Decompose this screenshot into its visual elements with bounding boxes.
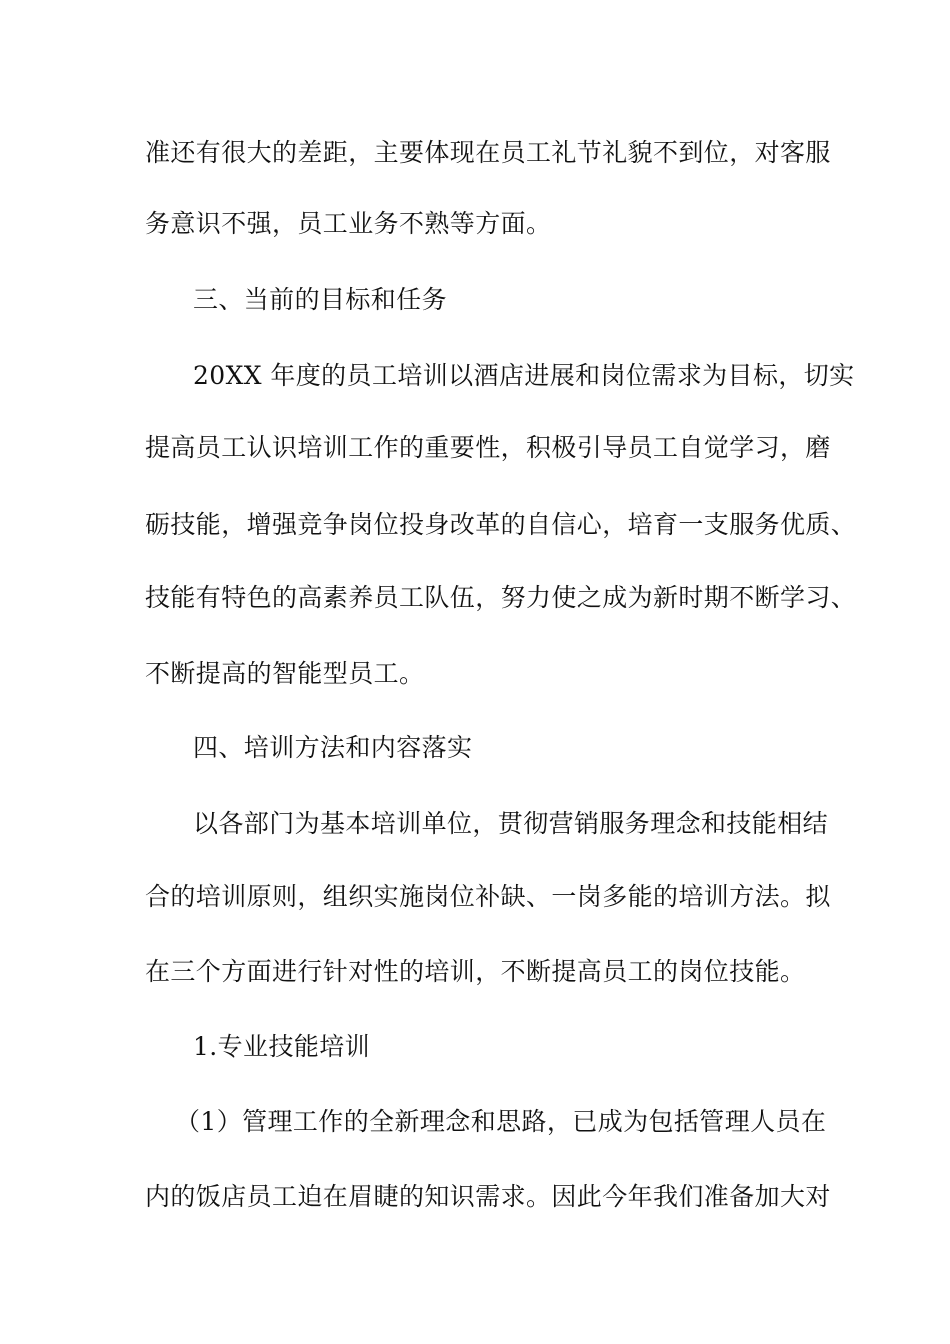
body-text-line: 提高员工认识培训工作的重要性，积极引导员工自觉学习，磨 (145, 433, 831, 462)
body-text-line: 合的培训原则，组织实施岗位补缺、一岗多能的培训方法。拟 (145, 882, 831, 911)
body-text-line: 在三个方面进行针对性的培训，不断提高员工的岗位技能。 (145, 957, 806, 986)
subsection-heading: 1.专业技能培训 (193, 1032, 371, 1061)
section-heading: 四、培训方法和内容落实 (193, 733, 473, 762)
section-heading: 三、当前的目标和任务 (193, 285, 448, 314)
body-text-line: 内的饭店员工迫在眉睫的知识需求。因此今年我们准备加大对 (145, 1182, 831, 1211)
paragraph-first-line: 20XX 年度的员工培训以酒店进展和岗位需求为目标，切实 (193, 361, 855, 390)
paragraph-first-line: （1）管理工作的全新理念和思路，已成为包括管理人员在 (175, 1107, 827, 1136)
body-text-line: 技能有特色的高素养员工队伍，努力使之成为新时期不断学习、 (145, 583, 857, 612)
paragraph-first-line: 以各部门为基本培训单位，贯彻营销服务理念和技能相结 (193, 809, 829, 838)
body-text-line: 不断提高的智能型员工。 (145, 659, 425, 688)
body-text-line: 砺技能，增强竞争岗位投身改革的自信心，培育一支服务优质、 (145, 510, 857, 539)
body-text-line: 准还有很大的差距，主要体现在员工礼节礼貌不到位，对客服 (145, 138, 831, 167)
body-text-line: 务意识不强，员工业务不熟等方面。 (145, 209, 552, 238)
